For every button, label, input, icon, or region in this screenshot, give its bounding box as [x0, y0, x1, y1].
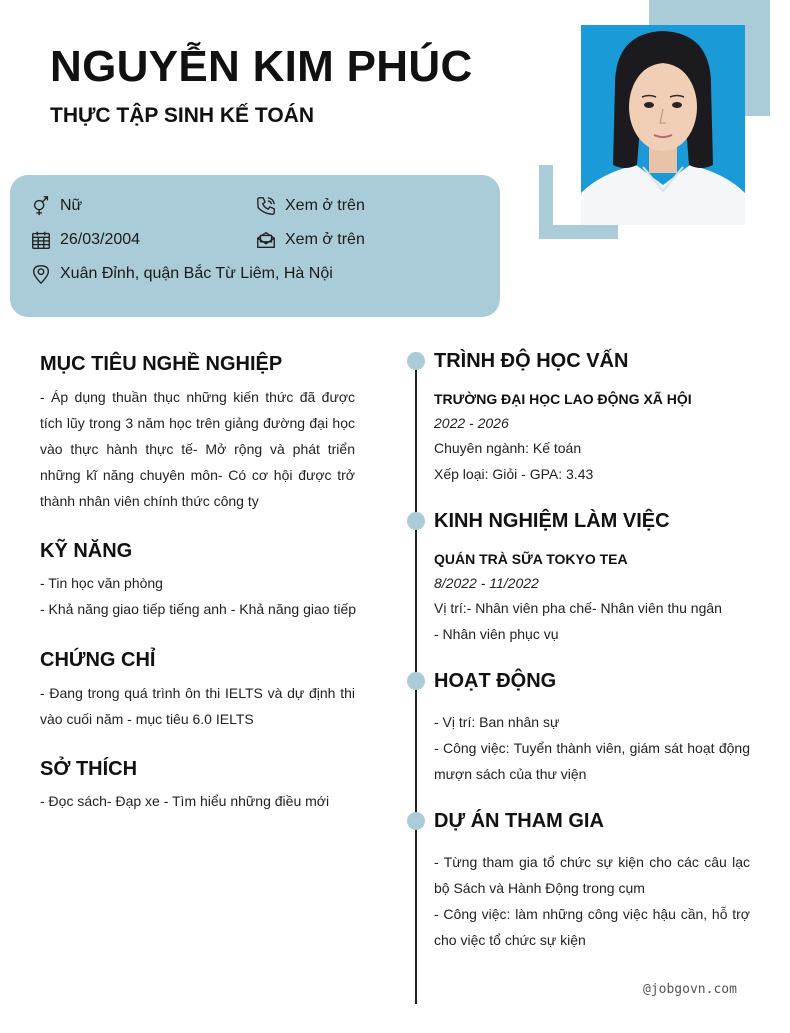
objective-text: - Áp dụng thuần thục những kiến thức đã được tích lũy trong 3 năm học trên giảng đường đại học vào thực hành thực tế- Mở rộng và phát triển những kĩ năng chuyên môn- Có cơ hội được trở thành nhân viên chính thức công ty [40, 389, 355, 509]
location-pin-icon [30, 263, 52, 285]
experience-title: KINH NGHIỆM LÀM VIỆC [434, 510, 670, 532]
address-text: Xuân Đỉnh, quận Bắc Từ Liêm, Hà Nội [60, 265, 333, 282]
hobbies-text: - Đọc sách- Đạp xe - Tìm hiểu những điều mới [40, 793, 330, 809]
projects-text: - Công việc: làm những công việc hậu cần, hỗ trợ cho việc tổ chức sự kiện [434, 906, 750, 948]
info-phone [255, 195, 365, 217]
projects-text: - Từng tham gia tổ chức sự kiện cho các câu lạc bộ Sách và Hành Động trong cụm [434, 854, 750, 896]
objective-title: MỤC TIÊU NGHỀ NGHIỆP [40, 353, 283, 375]
info-email [255, 229, 365, 251]
skill-item: - Tin học văn phòng [40, 575, 163, 591]
email-icon [255, 229, 277, 251]
phone-text: Xem ở trên [285, 197, 365, 214]
info-gender [30, 195, 82, 217]
gender-text: Nữ [60, 197, 83, 214]
info-birthdate [30, 229, 140, 251]
watermark: @jobgovn.com [643, 982, 737, 997]
experience-line: - Nhân viên phục vụ [434, 626, 559, 642]
timeline-dot [407, 812, 425, 830]
education-title: TRÌNH ĐỘ HỌC VẤN [434, 350, 629, 372]
gender-icon [30, 195, 52, 217]
job-title: THỰC TẬP SINH KẾ TOÁN [50, 104, 314, 127]
experience-company: QUÁN TRÀ SỮA TOKYO TEA [434, 551, 628, 567]
email-text: Xem ở trên [285, 231, 365, 248]
projects-title: DỰ ÁN THAM GIA [434, 810, 604, 832]
experience-line: Vị trí:- Nhân viên pha chế- Nhân viên thu ngân [434, 600, 722, 616]
activities-text: - Công việc: Tuyển thành viên, giám sát hoạt động mượn sách của thư viện [434, 740, 750, 782]
calendar-icon [30, 229, 52, 251]
timeline-dot [407, 512, 425, 530]
education-school: TRƯỜNG ĐẠI HỌC LAO ĐỘNG XÃ HỘI [434, 391, 692, 407]
profile-photo [581, 25, 745, 225]
contact-info-box [10, 175, 500, 317]
candidate-name: NGUYỄN KIM PHÚC [50, 42, 473, 91]
timeline-dot [407, 352, 425, 370]
education-grade: Xếp loại: Giỏi - GPA: 3.43 [434, 466, 594, 482]
timeline-dot [407, 672, 425, 690]
experience-period: 8/2022 - 11/2022 [434, 575, 539, 591]
phone-icon [255, 195, 277, 217]
birthdate-text: 26/03/2004 [60, 231, 141, 248]
activities-line: - Vị trí: Ban nhân sự [434, 714, 560, 730]
education-period: 2022 - 2026 [434, 415, 509, 431]
education-major: Chuyên ngành: Kế toán [434, 440, 582, 456]
skills-title: KỸ NĂNG [40, 540, 133, 562]
info-address [30, 263, 333, 285]
certificates-text: - Đang trong quá trình ôn thi IELTS và dự định thi vào cuối năm - mục tiêu 6.0 IELTS [40, 685, 355, 727]
skill-item: - Khả năng giao tiếp tiếng anh - Khả năng giao tiếp [40, 601, 357, 617]
activities-title: HOẠT ĐỘNG [434, 670, 557, 692]
certificates-title: CHỨNG CHỈ [40, 649, 156, 671]
hobbies-title: SỞ THÍCH [40, 758, 138, 780]
